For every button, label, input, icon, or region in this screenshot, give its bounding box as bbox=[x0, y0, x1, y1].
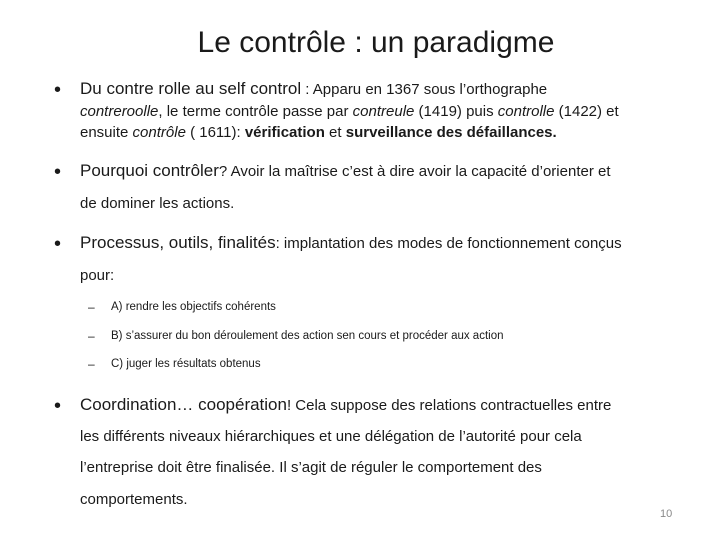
bullet-2-text-1: ? Avoir la maîtrise c’est à dire avoir la capacité d’orienter et bbox=[218, 163, 611, 180]
bullet-1-line-2 bbox=[80, 103, 619, 120]
bullet-1-line-2-text-1: , le terme contrôle passe par bbox=[158, 103, 353, 120]
bullet-2-line-2: de dominer les actions. bbox=[80, 195, 235, 212]
bullet-1-line-2-text-3: (1422) et bbox=[554, 103, 619, 120]
subitem-2: B) s’assurer du bon déroulement des action sen cours et procéder aux action bbox=[111, 330, 504, 342]
bullet-1-heading: Du contre rolle au self control bbox=[80, 79, 302, 98]
word-verification: vérification bbox=[244, 124, 325, 141]
slide-title: Le contrôle : un paradigme bbox=[197, 26, 555, 59]
bullet-4-line-3: l’entreprise doit être finalisée. Il s’agit de réguler le comportement des bbox=[80, 459, 542, 476]
phrase-surveillance: surveillance des défaillances. bbox=[345, 124, 557, 141]
word-contreroolle: contreroolle bbox=[80, 103, 159, 120]
bullet-4-marker: • bbox=[54, 395, 62, 417]
bullet-1-marker: • bbox=[54, 79, 62, 101]
bullet-3-line-2: pour: bbox=[80, 267, 115, 284]
bullet-1-line-3-text-1: ensuite bbox=[80, 124, 133, 141]
bullet-1-line-3 bbox=[80, 124, 557, 141]
subitem-3: C) juger les résultats obtenus bbox=[111, 358, 261, 370]
bullet-4-heading: Coordination… coopération bbox=[80, 395, 287, 414]
word-controlle: controlle bbox=[497, 103, 555, 120]
subitem-1: A) rendre les objectifs cohérents bbox=[111, 301, 276, 313]
bullet-4-line-4: comportements. bbox=[80, 491, 188, 508]
subitem-3-dash: – bbox=[88, 357, 95, 371]
bullet-3-line-1 bbox=[80, 233, 622, 253]
page-number: 10 bbox=[660, 508, 673, 520]
bullet-1-line-1 bbox=[80, 79, 547, 99]
word-controle: contrôle bbox=[132, 124, 186, 141]
bullet-2-line-1 bbox=[80, 161, 611, 181]
bullet-4-line-1 bbox=[80, 395, 611, 415]
bullet-2-marker: • bbox=[54, 161, 62, 183]
bullet-1-line-3-text-2: ( 1611): bbox=[185, 124, 245, 141]
bullet-3-marker: • bbox=[54, 233, 62, 255]
bullet-2-heading: Pourquoi contrôler bbox=[80, 161, 219, 180]
subitem-2-dash: – bbox=[88, 329, 95, 343]
bullet-1-text-1: : Apparu en 1367 sous l’orthographe bbox=[301, 81, 548, 98]
bullet-4-line-2: les différents niveaux hiérarchiques et une délégation de l’autorité pour cela bbox=[80, 428, 582, 445]
bullet-1-line-2-text-2: (1419) puis bbox=[414, 103, 498, 120]
bullet-3-text-1: : implantation des modes de fonctionnement conçus bbox=[275, 235, 622, 252]
subitem-1-dash: – bbox=[88, 300, 95, 314]
word-contreule: contreule bbox=[352, 103, 415, 120]
bullet-1-line-3-text-3: et bbox=[324, 124, 346, 141]
bullet-3-heading: Processus, outils, finalités bbox=[80, 233, 276, 252]
bullet-4-text-1: ! Cela suppose des relations contractuelles entre bbox=[286, 397, 612, 414]
